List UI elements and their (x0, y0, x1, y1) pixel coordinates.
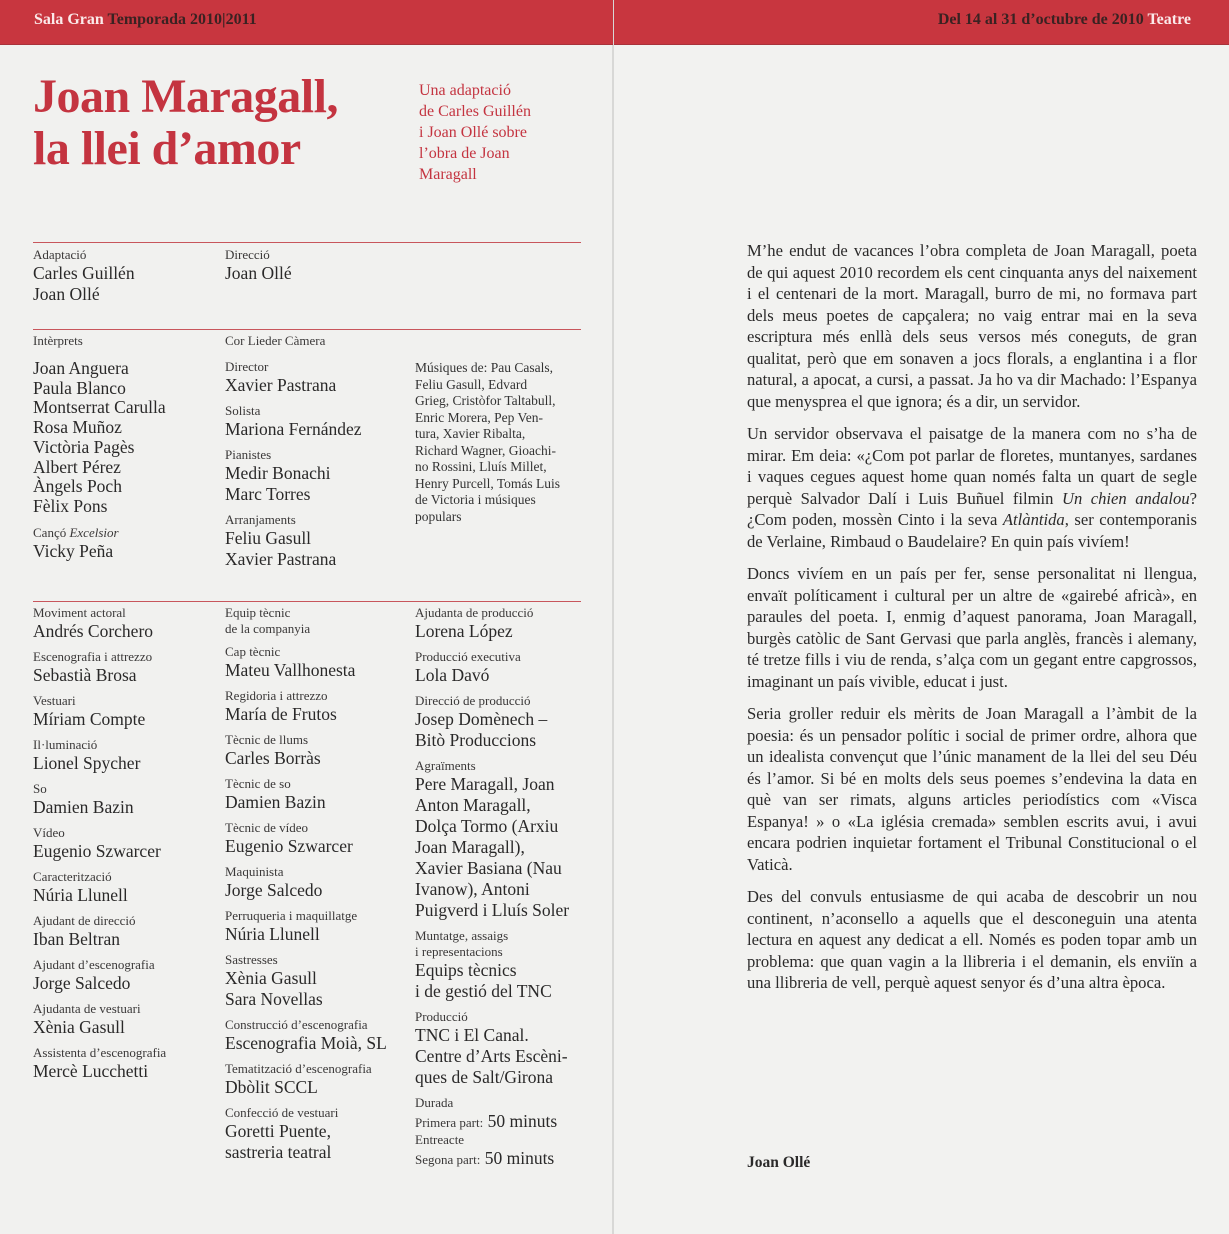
crew-entry (33, 1001, 223, 1038)
crew-entry (33, 825, 223, 862)
role-label: Confecció de vestuari (225, 1105, 339, 1120)
role-label: i representacions (415, 944, 503, 959)
crew-entry (415, 649, 610, 686)
role-label: Ajudant de direcció (33, 913, 136, 928)
role-label: Maquinista (225, 864, 284, 879)
crew-entry (225, 820, 415, 857)
poem-title: Atlàntida (1002, 510, 1065, 529)
credit-name: Centre d’Arts Escèni- (415, 1046, 568, 1066)
role-label: Agraïments (415, 758, 476, 773)
song-title: Excelsior (69, 524, 119, 540)
credit-name: Lionel Spycher (33, 753, 141, 773)
title-line-1: Joan Maragall, (33, 70, 338, 123)
credit-name: Lola Davó (415, 665, 490, 685)
crew-entry (225, 644, 415, 681)
choir-label: Cor Lieder Càmera (225, 333, 326, 348)
crew-entry (415, 928, 610, 1002)
role-label: Muntatge, assaigs (415, 928, 509, 943)
performer-name: Fèlix Pons (33, 495, 108, 516)
article-paragraph: M’he endut de vacances l’obra completa de Joan Maragall, poeta de qui aquest 2010 recordem els cent cinquanta anys del naixement i el centenari de la mort. Maragall, burro de mi, no formava part dels meus poetes de capçalera; no vaig entrar mai en la seva escriptura més enllà dels seus versos més coneguts, de gran qualitat, però que em sonaven a jocs florals, a englantina i a flor natural, a apocat, a cursi, a passat. Ja ho va dir Machado: l’Espanya que menysprea el que ignora; és a dir, un servidor. (747, 241, 1197, 411)
article-paragraph: Doncs vivíem en un país per fer, sense personalitat ni llengua, envaït políticament i cultural per un altre de «gairebé africà», en paraules del poeta. I, enmig d’aquest panorama, Joan Maragall, burgès catòlic de Sant Gervasi que parla anglès, francès i alemany, té tretze fills i viu de renda, s’alça com un gegant entre capgrossos, imaginant un país vivible, educat i just. (747, 564, 1197, 691)
film-title: Un chien andalou (1061, 488, 1190, 508)
crew-entry (225, 1017, 415, 1054)
choir-entry (225, 512, 410, 570)
role-label: Solista (225, 403, 261, 418)
role-label: Sastresses (225, 952, 278, 967)
credit-name: Dolça Tormo (Arxiu (415, 816, 559, 836)
subtitle-line: de Carles Guillén (419, 103, 531, 120)
role-label: Ajudant d’escenografia (33, 957, 155, 972)
article-paragraph: Des del convuls entusiasme de qui acaba de descobrir un nou continent, n’aconsello a aquells que el desconeguin una atenta lectura en aquest any dedicat a ell. Només es poden topar amb un problema: que quan vagin a la llibreria i el demanin, els enviïn a una llibreria de vell, perquè aquest senyor és d’una altra època. (747, 887, 1197, 992)
song-performer: Vicky Peña (33, 540, 114, 561)
credit-name: Andrés Corchero (33, 621, 154, 641)
crew-entry (415, 1009, 610, 1088)
credit-name: Joan Ollé (225, 263, 292, 283)
role-label: Assistenta d’escenografia (33, 1045, 167, 1060)
crew-entry (33, 693, 223, 730)
credit-name: Eugenio Szwarcer (33, 841, 161, 861)
credit-name: María de Frutos (225, 704, 337, 724)
performer-name: Paula Blanco (33, 377, 126, 398)
credit-name: Mateu Vallhonesta (225, 660, 356, 680)
role-label: Caracterització (33, 869, 112, 884)
credit-name: Núria Llunell (33, 885, 128, 905)
divider (33, 601, 581, 602)
music-credits (415, 360, 605, 525)
credit-name: Feliu Gasull (225, 528, 312, 548)
crew-entry (225, 732, 415, 769)
credit-name: Xavier Basiana (Nau (415, 858, 562, 878)
duration-label: Durada (415, 1095, 454, 1110)
credit-name: Damien Bazin (225, 792, 326, 812)
credit-name: Marc Torres (225, 484, 311, 504)
duration-part-1 (415, 1111, 610, 1132)
crew-entry (33, 737, 223, 774)
interval-label: Entreacte (415, 1132, 465, 1147)
choir-entry (225, 359, 410, 396)
credit-name: Dbòlit SCCL (225, 1077, 318, 1097)
crew-column-3 (415, 605, 610, 1169)
credit-name: Mariona Fernández (225, 419, 362, 439)
credit-name: Bitò Produccions (415, 730, 537, 750)
credit-name: Escenografia Moià, SL (225, 1033, 387, 1053)
text-span: ? ¿Com poden, mossèn Cinto i la seva (747, 488, 1197, 529)
role-label: Vestuari (33, 693, 76, 708)
part2-label: Segona part: (415, 1152, 481, 1167)
dates-label: Del 14 al 31 d’octubre de 2010 (937, 11, 1144, 28)
music-line: Músiques de: Pau Casals, (415, 360, 553, 375)
performer-name: Joan Anguera (33, 358, 129, 378)
music-line: Richard Wagner, Gioachi- (415, 442, 556, 458)
credit-adaptation (33, 247, 213, 305)
song-role-prefix: Cançó (33, 524, 67, 540)
credit-name: Míriam Compte (33, 709, 146, 729)
role-label: So (33, 781, 47, 796)
credit-name: Xènia Gasull (225, 968, 317, 988)
credit-name: Josep Domènech – (415, 709, 548, 729)
credit-name: Mercè Lucchetti (33, 1061, 149, 1081)
dates-category (938, 11, 1191, 29)
season-label: Temporada 2010|2011 (107, 11, 257, 28)
crew-entry (225, 688, 415, 725)
part2-value: 50 minuts (484, 1148, 555, 1168)
role-label: Perruqueria i maquillatge (225, 908, 358, 923)
venue-season (34, 11, 257, 29)
credit-name: Xavier Pastrana (225, 549, 337, 569)
part1-value: 50 minuts (487, 1111, 558, 1131)
credit-name: Sebastià Brosa (33, 665, 137, 685)
music-line: Henry Purcell, Tomás Luis (415, 475, 561, 491)
header-band-right (614, 0, 1229, 45)
role-label: Ajudanta de vestuari (33, 1001, 141, 1016)
music-line: populars (415, 508, 462, 524)
music-line: Enric Morera, Pep Ven- (415, 409, 543, 425)
role-label: Pianistes (225, 447, 272, 462)
subtitle (419, 80, 599, 185)
credit-name: Núria Llunell (225, 924, 320, 944)
credit-name: Sara Novellas (225, 989, 323, 1009)
performers-label: Intèrprets (33, 333, 83, 348)
crew-entry (33, 913, 223, 950)
duration-part-2 (415, 1148, 610, 1169)
divider (33, 329, 581, 330)
credit-name: TNC i El Canal. (415, 1025, 529, 1045)
section-label: de la companyia (225, 621, 311, 636)
credit-name: Xavier Pastrana (225, 375, 337, 395)
role-label: Arranjaments (225, 512, 296, 527)
crew-entry (415, 605, 610, 642)
page-fold (612, 0, 614, 1234)
credit-name: Joan Maragall), (415, 837, 525, 857)
choir-credits (225, 333, 410, 577)
article-body (747, 240, 1197, 1005)
credit-name: Iban Beltran (33, 929, 120, 949)
title-line-2: la llei d’amor (33, 122, 301, 175)
acknowledgements (415, 758, 610, 921)
section-label: Equip tècnic (225, 605, 291, 620)
crew-entry (33, 781, 223, 818)
performers-list (33, 333, 218, 562)
role-label: Producció (415, 1009, 468, 1024)
role-label: Escenografia i attrezzo (33, 649, 153, 664)
performer-name: Àngels Poch (33, 476, 122, 497)
credit-name: Equips tècnics (415, 960, 517, 980)
divider (33, 242, 581, 243)
credit-name: Ivanow), Antoni (415, 879, 530, 899)
credit-name: Damien Bazin (33, 797, 134, 817)
role-label: Construcció d’escenografia (225, 1017, 368, 1032)
credit-name: Eugenio Szwarcer (225, 836, 353, 856)
role-label: Tematització d’escenografia (225, 1061, 372, 1076)
music-line: Grieg, Cristòfor Taltabull, (415, 393, 556, 408)
crew-entry (415, 693, 610, 751)
crew-entry (225, 864, 415, 901)
crew-entry (225, 908, 415, 945)
crew-entry (225, 952, 415, 1010)
credit-name: Goretti Puente, (225, 1121, 331, 1141)
role-label: Cap tècnic (225, 644, 281, 659)
credit-name: Pere Maragall, Joan (415, 774, 555, 794)
credit-name: sastreria teatral (225, 1142, 332, 1162)
role-label: Vídeo (33, 825, 65, 840)
credit-name: Jorge Salcedo (225, 880, 323, 900)
venue-label: Sala Gran (34, 11, 104, 28)
crew-entry (33, 869, 223, 906)
crew-entry (33, 649, 223, 686)
credit-name: i de gestió del TNC (415, 981, 552, 1001)
text-span: , ser contemporanis de Verlaine, Rimbaud o Baudelaire? En quin país vivíem! (747, 510, 1197, 551)
credit-name: Lorena López (415, 621, 513, 641)
text-span: Un servidor observava el paisatge de la manera com no s’ha de mirar. Em deia: «¿Com pot parlar de floretes, muntanyes, sardanes i vaques cegues aquest home quan només falta un quart de segle perquè Salvador Dalí i Luis Buñuel filmin (747, 424, 1197, 508)
crew-entry (33, 1045, 223, 1082)
performer-name: Montserrat Carulla (33, 397, 166, 418)
subtitle-line: Una adaptació (419, 82, 511, 99)
subtitle-line: i Joan Ollé sobre (419, 124, 527, 141)
article-paragraph (747, 423, 1197, 552)
crew-entry (33, 605, 223, 642)
credit-name: Medir Bonachi (225, 463, 331, 483)
page-title (33, 71, 413, 175)
song-role (33, 525, 218, 541)
role-label: Ajudanta de producció (415, 605, 534, 620)
article-signature: Joan Ollé (747, 1154, 811, 1171)
credit-name: Anton Maragall, (415, 795, 531, 815)
role-label: Moviment actoral (33, 605, 126, 620)
performer-name: Albert Pérez (33, 456, 121, 477)
credit-name: ques de Salt/Girona (415, 1067, 554, 1087)
music-line: de Victoria i músiques (415, 492, 536, 507)
credit-name: Puigverd i Lluís Soler (415, 900, 570, 920)
header-band-left (0, 0, 613, 45)
role-label: Direcció (225, 247, 270, 262)
crew-entry (225, 1061, 415, 1098)
subtitle-line: l’obra de Joan (419, 145, 510, 162)
category-label: Teatre (1147, 11, 1191, 28)
role-label: Tècnic de vídeo (225, 820, 309, 835)
credit-name: Carles Borràs (225, 748, 321, 768)
role-label: Regidoria i attrezzo (225, 688, 328, 703)
role-label: Adaptació (33, 247, 87, 262)
crew-entry (225, 1105, 415, 1163)
subtitle-line: Maragall (419, 166, 477, 183)
credit-name: Xènia Gasull (33, 1017, 125, 1037)
role-label: Tècnic de so (225, 776, 291, 791)
credit-name: Joan Ollé (33, 284, 100, 304)
choir-entry (225, 403, 410, 440)
role-label: Director (225, 359, 269, 374)
crew-entry (225, 776, 415, 813)
credit-name: Carles Guillén (33, 263, 135, 283)
music-line: Feliu Gasull, Edvard (415, 376, 528, 392)
credit-direction (225, 247, 405, 284)
credit-name: Jorge Salcedo (33, 973, 131, 993)
company-tech-header (225, 605, 415, 637)
role-label: Tècnic de llums (225, 732, 309, 747)
crew-column-2 (225, 605, 415, 1170)
article-paragraph: Seria groller reduir els mèrits de Joan Maragall a l’àmbit de la poesia: és un pensador polític i social de primer ordre, alhora que un idealista convençut que l’únic manament de la llei del seu Déu és l’amor. Si bé en molts dels seus poemes s’endevina la data en què van ser rimats, alguns articles periodístics com «Visca Espanya! » o «La iglésia cremada» semblen escrits avui, i avui encara podrien inquietar fortament el Tribunal Constitucional o el Vaticà. (747, 704, 1197, 874)
part1-label: Primera part: (415, 1115, 484, 1130)
performer-name: Rosa Muñoz (33, 417, 122, 438)
duration-block (415, 1095, 610, 1169)
role-label: Il·luminació (33, 737, 98, 752)
music-line: tura, Xavier Ribalta, (415, 426, 526, 441)
performer-name: Victòria Pagès (33, 436, 135, 457)
choir-entry (225, 447, 410, 505)
role-label: Producció executiva (415, 649, 521, 664)
music-line: no Rossini, Lluís Millet, (415, 459, 547, 474)
crew-column-1 (33, 605, 223, 1089)
role-label: Direcció de producció (415, 693, 531, 708)
crew-entry (33, 957, 223, 994)
